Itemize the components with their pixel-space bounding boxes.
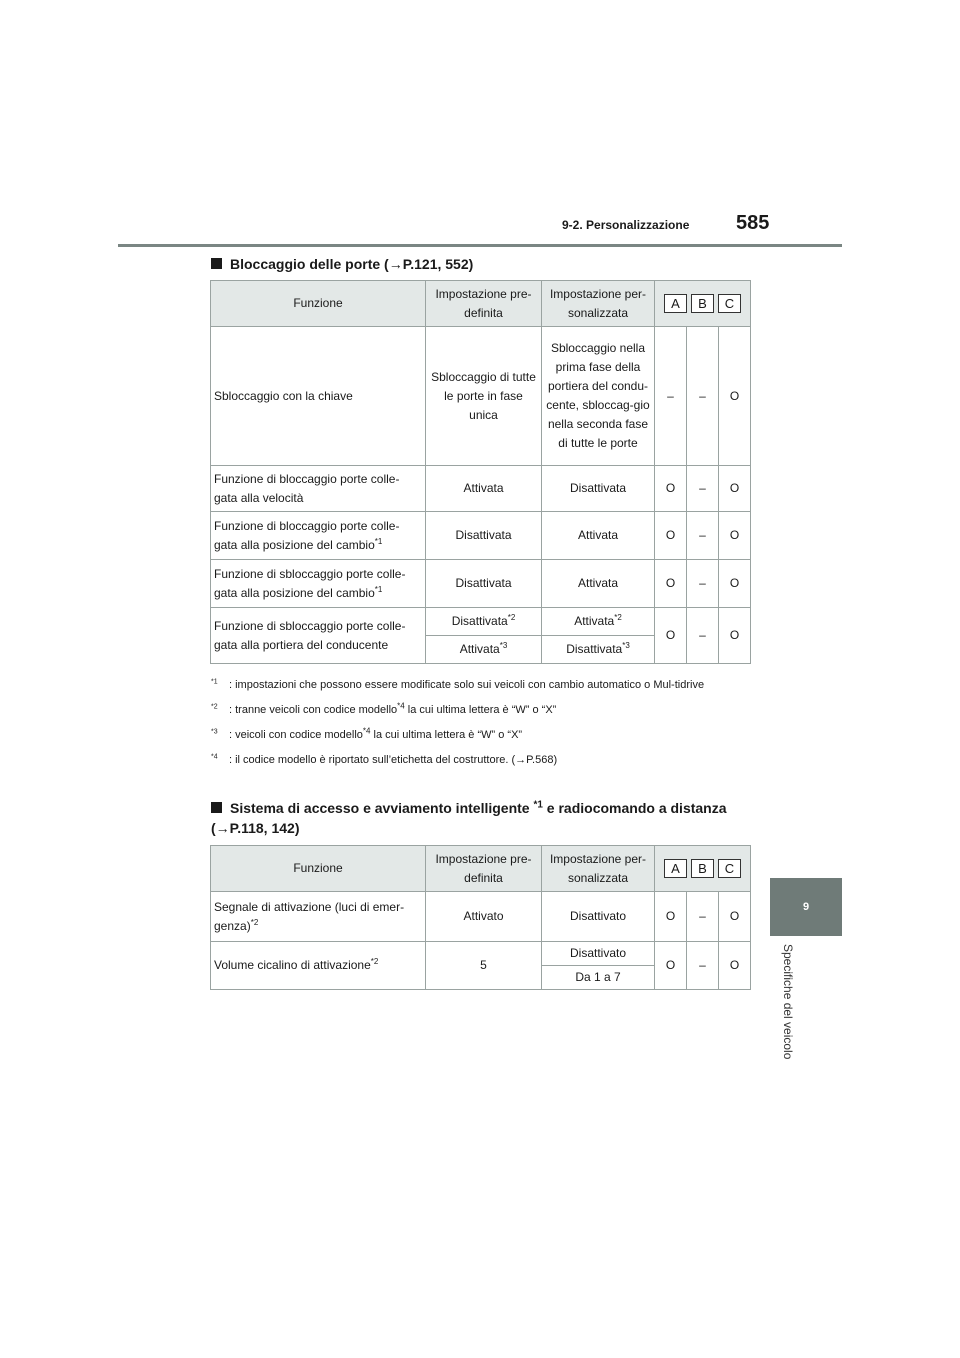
cell-function: Sbloccaggio con la chiave <box>211 327 426 466</box>
cell-b: – <box>687 466 719 512</box>
cell-b: – <box>687 327 719 466</box>
footnote-mark: *3 <box>211 728 218 736</box>
chapter-label-text: Specifiche del veicolo <box>781 944 795 1060</box>
section-title-text: e radiocomando a distanza <box>542 800 727 816</box>
method-b-icon: B <box>691 859 714 878</box>
col-header-abc <box>655 846 751 892</box>
footnote-text: : il codice modello è riportato sull’etichetta del costruttore. ( <box>229 754 516 766</box>
square-bullet-icon <box>211 258 222 269</box>
cell-custom <box>542 608 655 636</box>
door-lock-table <box>210 280 751 664</box>
table-row <box>211 327 751 466</box>
page-reference-link[interactable]: P.568) <box>526 754 558 766</box>
footnote-mark: *2 <box>370 957 379 966</box>
cell-function-text: Funzione di bloccaggio porte colle-gata alla posizione del cambio <box>214 518 400 552</box>
cell-c: O <box>719 327 751 466</box>
cell-b: – <box>687 560 719 608</box>
footnote-mark: *2 <box>250 917 259 927</box>
method-c-icon: C <box>718 859 741 878</box>
cell-default-text: Disattivata <box>451 614 508 628</box>
cell-custom-text: Attivata <box>574 614 615 628</box>
table-row <box>211 512 751 560</box>
table-header-row <box>211 281 751 327</box>
footnote-ref: *4 <box>362 726 371 736</box>
col-header-default: Impostazione pre-definita <box>426 281 542 327</box>
cell-custom: Attivata <box>542 512 655 560</box>
section-title-text: ( <box>211 820 216 836</box>
cell-function: Funzione di bloccaggio porte colle-gata alla velocità <box>211 466 426 512</box>
cell-custom-text: Disattivata <box>566 642 623 656</box>
footnote-text: : tranne veicoli con codice modello <box>229 704 398 716</box>
cell-function-text: Segnale di attivazione (luci di emer-genza) <box>214 899 405 933</box>
cell-c: O <box>719 512 751 560</box>
section-title-text: Sistema di accesso e avviamento intelligente <box>230 800 534 816</box>
chapter-tab[interactable]: 9 <box>770 878 842 936</box>
cell-function-text: Volume cicalino di attivazione <box>214 958 371 972</box>
cell-a: O <box>655 608 687 664</box>
table-row <box>211 892 751 942</box>
section-title-door-lock <box>211 254 473 274</box>
method-a-icon: A <box>664 294 687 313</box>
col-header-function: Funzione <box>211 281 426 327</box>
footnote-mark: *2 <box>211 703 218 711</box>
section-title-text: Bloccaggio delle porte ( <box>230 256 389 272</box>
section-heading: 9-2. Personalizzazione <box>562 218 690 232</box>
footnote-item <box>211 751 751 770</box>
cell-b: – <box>687 942 719 990</box>
page-reference-link[interactable]: P.121, 552) <box>402 256 474 272</box>
table-header-row <box>211 846 751 892</box>
footnote-mark: *1 <box>533 799 543 811</box>
col-header-function: Funzione <box>211 846 426 892</box>
cell-a: O <box>655 512 687 560</box>
cell-a: O <box>655 892 687 942</box>
cell-b: – <box>687 608 719 664</box>
cell-function <box>211 942 426 990</box>
footnote-item <box>211 701 751 720</box>
method-a-icon: A <box>664 859 687 878</box>
col-header-custom: Impostazione per-sonalizzata <box>542 281 655 327</box>
page-reference-link[interactable]: P.118, 142) <box>229 820 300 836</box>
cell-b: – <box>687 512 719 560</box>
cell-function <box>211 892 426 942</box>
footnote-mark: *3 <box>499 641 508 650</box>
footnote-item <box>211 726 751 745</box>
footnote-mark: *1 <box>374 584 383 594</box>
footnote-mark: *4 <box>211 753 218 761</box>
smart-entry-table <box>210 845 751 990</box>
cell-default: Disattivata <box>426 512 542 560</box>
cell-default-text: Attivata <box>459 642 500 656</box>
cell-default <box>426 636 542 664</box>
table-row <box>211 942 751 966</box>
footnote-mark: *2 <box>614 613 622 622</box>
cell-default <box>426 608 542 636</box>
cell-a: O <box>655 560 687 608</box>
footnote-text: la cui ultima lettera è “W” o “X” <box>404 704 557 716</box>
footnote-ref: *4 <box>397 701 405 711</box>
cell-default: Disattivata <box>426 560 542 608</box>
cell-c: O <box>719 560 751 608</box>
col-header-custom: Impostazione per-sonalizzata <box>542 846 655 892</box>
cell-default: Attivato <box>426 892 542 942</box>
cell-b: – <box>687 892 719 942</box>
footnote-item <box>211 676 751 695</box>
cell-function <box>211 512 426 560</box>
footnote-mark: *1 <box>211 678 218 686</box>
cell-a: O <box>655 466 687 512</box>
method-c-icon: C <box>718 294 741 313</box>
header-divider <box>118 244 842 247</box>
arrow-right-icon: → <box>515 754 527 766</box>
section-title-smart-entry <box>211 798 727 838</box>
cell-custom: Disattivato <box>542 892 655 942</box>
cell-custom: Attivata <box>542 560 655 608</box>
arrow-right-icon: → <box>388 256 403 272</box>
arrow-right-icon: → <box>215 820 230 836</box>
footnote-text: la cui ultima lettera è “W” o “X” <box>370 729 523 741</box>
footnote-mark: *1 <box>374 536 383 546</box>
cell-c: O <box>719 466 751 512</box>
col-header-abc <box>655 281 751 327</box>
footnote-text: : impostazioni che possono essere modificate solo sui veicoli con cambio automatico o Mul-tidrive <box>229 679 705 691</box>
table-row <box>211 560 751 608</box>
cell-a: O <box>655 942 687 990</box>
cell-a: – <box>655 327 687 466</box>
chapter-label <box>758 944 818 1079</box>
footnote-mark: *2 <box>507 613 516 622</box>
cell-custom: Disattivato <box>542 942 655 966</box>
cell-c: O <box>719 892 751 942</box>
cell-custom: Sbloccaggio nella prima fase della portiera del condu-cente, sbloccag-gio nella seconda fase di tutte le porte <box>542 327 655 466</box>
col-header-default: Impostazione pre-definita <box>426 846 542 892</box>
table-row <box>211 608 751 636</box>
cell-c: O <box>719 942 751 990</box>
cell-default: Attivata <box>426 466 542 512</box>
footnote-mark: *3 <box>622 641 630 650</box>
page-number: 585 <box>736 212 770 234</box>
square-bullet-icon <box>211 802 222 813</box>
cell-c: O <box>719 608 751 664</box>
cell-custom: Disattivata <box>542 466 655 512</box>
method-b-icon: B <box>691 294 714 313</box>
cell-default: 5 <box>426 942 542 990</box>
cell-function-text: Funzione di sbloccaggio porte colle-gata alla posizione del cambio <box>214 566 406 600</box>
cell-default: Sbloccaggio di tutte le porte in fase unica <box>426 327 542 466</box>
cell-custom <box>542 636 655 664</box>
table-row <box>211 466 751 512</box>
cell-function: Funzione di sbloccaggio porte colle-gata alla portiera del conducente <box>211 608 426 664</box>
footnote-text: : veicoli con codice modello <box>229 729 363 741</box>
footnotes <box>211 676 751 776</box>
cell-custom: Da 1 a 7 <box>542 966 655 990</box>
cell-function <box>211 560 426 608</box>
